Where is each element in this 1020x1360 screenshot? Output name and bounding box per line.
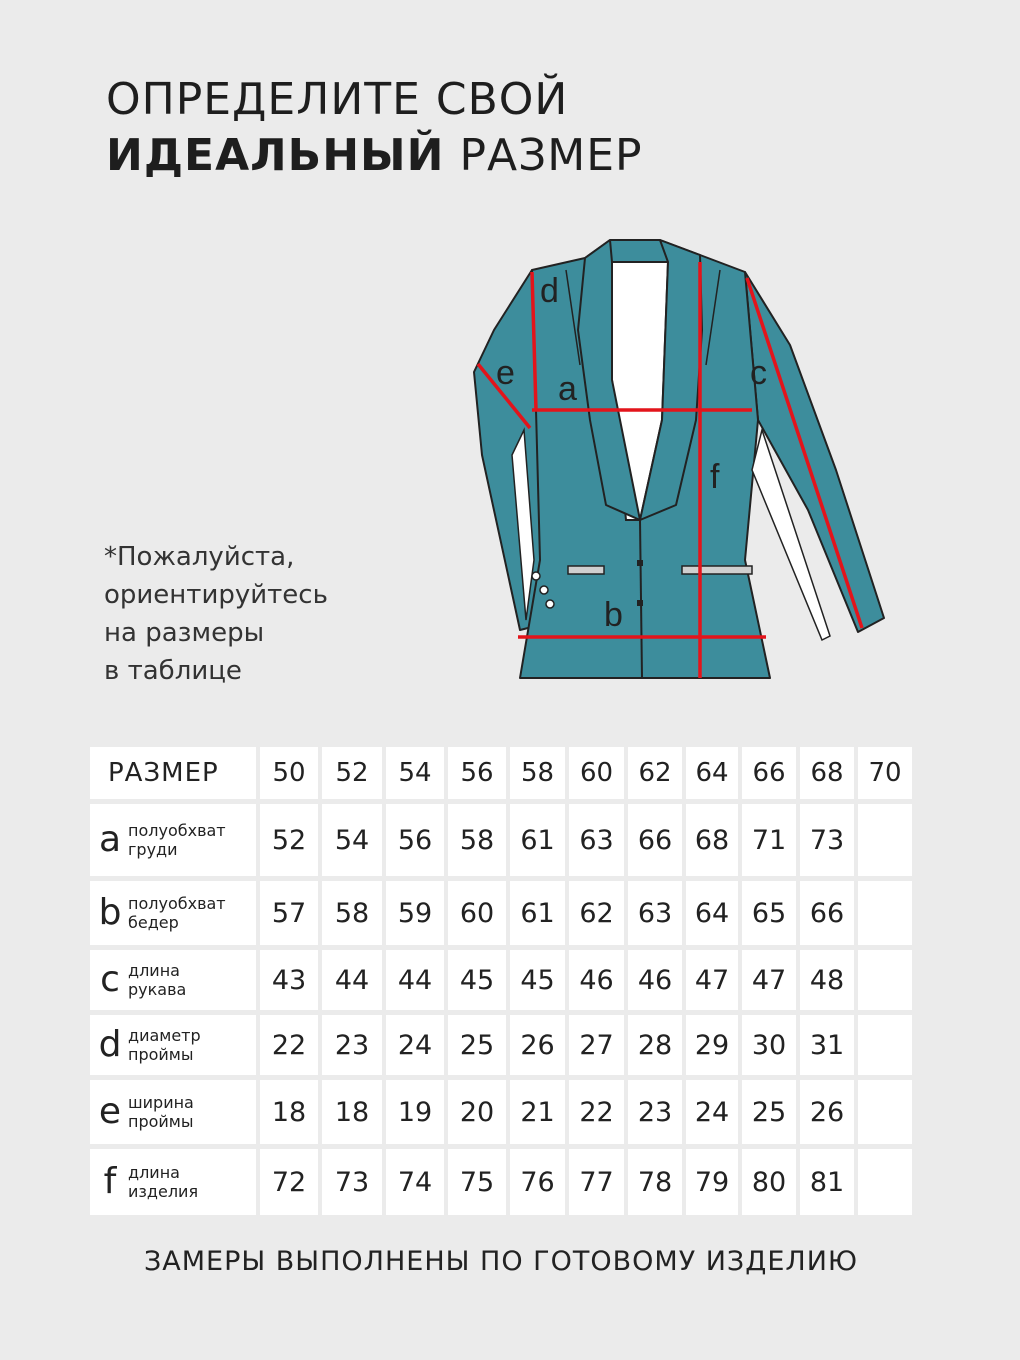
measurement-value: 44 <box>322 950 382 1010</box>
measurement-value: 58 <box>322 881 382 945</box>
measurement-value: 44 <box>386 950 444 1010</box>
measurement-value: 30 <box>742 1015 796 1075</box>
measurement-name <box>128 1093 194 1131</box>
measurement-value: 28 <box>628 1015 682 1075</box>
measurement-name-line-2: бедер <box>128 913 179 932</box>
measurement-letter: f <box>103 1161 117 1202</box>
title-line-2 <box>106 128 643 184</box>
measurement-value: 25 <box>742 1080 796 1144</box>
measurement-value: 61 <box>510 881 565 945</box>
measurement-value: 31 <box>800 1015 854 1075</box>
size-header-cell: 64 <box>686 747 738 799</box>
measurement-value: 71 <box>742 804 796 876</box>
measurement-value: 24 <box>686 1080 738 1144</box>
measurement-letter: d <box>98 1024 122 1065</box>
measurement-label <box>90 1015 256 1075</box>
measurement-value: 18 <box>322 1080 382 1144</box>
measurement-value: 64 <box>686 881 738 945</box>
size-header-cell: 56 <box>448 747 506 799</box>
measurement-value: 60 <box>448 881 506 945</box>
measurement-value: 45 <box>448 950 506 1010</box>
measurement-value: 47 <box>742 950 796 1010</box>
measurement-value: 58 <box>448 804 506 876</box>
measurement-value <box>858 1149 912 1215</box>
measurement-value: 65 <box>742 881 796 945</box>
measurement-name-line-2: проймы <box>128 1112 194 1131</box>
diagram-label-c: c <box>750 354 767 392</box>
size-header-cell: 68 <box>800 747 854 799</box>
measurement-value: 77 <box>569 1149 624 1215</box>
diagram-label-d: d <box>540 272 559 310</box>
measurement-name-line-2: изделия <box>128 1182 199 1201</box>
measurement-value: 45 <box>510 950 565 1010</box>
measurement-value: 80 <box>742 1149 796 1215</box>
footer-note: ЗАМЕРЫ ВЫПОЛНЕНЫ ПО ГОТОВОМУ ИЗДЕЛИЮ <box>143 1246 859 1277</box>
measurement-label <box>90 1080 256 1144</box>
measurement-value: 66 <box>800 881 854 945</box>
measurement-letter: b <box>98 892 122 933</box>
measurement-name <box>128 961 186 999</box>
measurement-value: 81 <box>800 1149 854 1215</box>
size-note <box>104 538 328 690</box>
measurement-row <box>90 804 912 876</box>
measurement-value: 75 <box>448 1149 506 1215</box>
sleeve-button-2 <box>540 586 548 594</box>
diagram-label-f: f <box>710 458 720 496</box>
size-header-cell: 52 <box>322 747 382 799</box>
measurement-row <box>90 881 912 945</box>
diagram-label-b: b <box>604 596 623 634</box>
measurement-value <box>858 1080 912 1144</box>
measurement-label <box>90 950 256 1010</box>
size-header-row <box>90 747 912 799</box>
jacket-measurement-diagram <box>466 232 896 682</box>
measurement-label-wrap <box>96 1093 256 1131</box>
right-pocket <box>682 566 752 574</box>
size-header-cell: 58 <box>510 747 565 799</box>
measurement-name-line-2: проймы <box>128 1045 194 1064</box>
size-header-cell: 60 <box>569 747 624 799</box>
measurement-label <box>90 1149 256 1215</box>
measurement-name-line-1: ширина <box>128 1093 194 1112</box>
measurement-value: 46 <box>569 950 624 1010</box>
size-header-cell: 54 <box>386 747 444 799</box>
measurement-value: 27 <box>569 1015 624 1075</box>
measurement-name <box>128 1163 198 1201</box>
measurement-value: 21 <box>510 1080 565 1144</box>
measurement-value: 26 <box>800 1080 854 1144</box>
measurement-value: 26 <box>510 1015 565 1075</box>
measurement-value: 22 <box>569 1080 624 1144</box>
measurement-value: 52 <box>260 804 318 876</box>
measurement-name <box>128 1026 201 1064</box>
title-bold-word: ИДЕАЛЬНЫЙ <box>106 130 445 181</box>
measurement-label-wrap <box>96 1163 256 1201</box>
measurement-label <box>90 881 256 945</box>
measurement-value: 79 <box>686 1149 738 1215</box>
measurement-value <box>858 881 912 945</box>
measurement-value: 73 <box>322 1149 382 1215</box>
measurement-value: 47 <box>686 950 738 1010</box>
measurement-value: 20 <box>448 1080 506 1144</box>
sleeve-button-3 <box>546 600 554 608</box>
measurement-value: 63 <box>628 881 682 945</box>
sleeve-button-1 <box>532 572 540 580</box>
measurement-value: 29 <box>686 1015 738 1075</box>
measurement-label-wrap <box>96 821 256 859</box>
measurement-letter: c <box>100 959 120 1000</box>
measurement-label <box>90 804 256 876</box>
measurement-row <box>90 950 912 1010</box>
title-rest: РАЗМЕР <box>444 130 643 181</box>
measurement-value: 78 <box>628 1149 682 1215</box>
measurement-value <box>858 950 912 1010</box>
measurement-value: 23 <box>628 1080 682 1144</box>
measurement-name-line-2: груди <box>128 840 178 859</box>
measurement-row <box>90 1015 912 1075</box>
measurement-value: 48 <box>800 950 854 1010</box>
measurement-value: 66 <box>628 804 682 876</box>
measurement-name-line-1: длина <box>128 961 180 980</box>
front-button-1 <box>637 560 643 566</box>
measurement-name <box>128 821 226 859</box>
measurement-value: 19 <box>386 1080 444 1144</box>
measurement-value: 43 <box>260 950 318 1010</box>
measurement-value: 76 <box>510 1149 565 1215</box>
measurement-value <box>858 1015 912 1075</box>
measurement-letter: a <box>98 819 122 860</box>
measurement-value: 46 <box>628 950 682 1010</box>
measurement-name <box>128 894 226 932</box>
measurement-value: 23 <box>322 1015 382 1075</box>
measurement-value: 61 <box>510 804 565 876</box>
measurement-value: 22 <box>260 1015 318 1075</box>
measurement-value: 62 <box>569 881 624 945</box>
measurement-value: 72 <box>260 1149 318 1215</box>
measurement-name-line-2: рукава <box>128 980 187 999</box>
note-line-1: *Пожалуйста, <box>104 542 295 572</box>
left-pocket <box>568 566 604 574</box>
size-header-cell: 50 <box>260 747 318 799</box>
measurement-value: 59 <box>386 881 444 945</box>
measurement-letter: e <box>98 1091 122 1132</box>
size-header-cell: 66 <box>742 747 796 799</box>
diagram-label-e: e <box>496 354 515 392</box>
measurement-value: 63 <box>569 804 624 876</box>
size-header-cell: 70 <box>858 747 912 799</box>
measurement-value <box>858 804 912 876</box>
front-button-2 <box>637 600 643 606</box>
size-table <box>86 742 916 1220</box>
measurement-label-wrap <box>96 961 256 999</box>
size-header-label: РАЗМЕР <box>90 747 256 799</box>
measurement-value: 56 <box>386 804 444 876</box>
note-line-3: на размеры <box>104 618 265 648</box>
measurement-value: 25 <box>448 1015 506 1075</box>
page-title <box>106 72 643 184</box>
measurement-label-wrap <box>96 1026 256 1064</box>
note-line-4: в таблице <box>104 656 242 686</box>
note-line-2: ориентируйтесь <box>104 580 328 610</box>
measurement-value: 54 <box>322 804 382 876</box>
measurement-name-line-1: полуобхват <box>128 894 226 913</box>
measurement-name-line-1: длина <box>128 1163 180 1182</box>
title-line-1: ОПРЕДЕЛИТЕ СВОЙ <box>106 74 569 125</box>
diagram-label-a: a <box>558 370 577 408</box>
measurement-name-line-1: диаметр <box>128 1026 201 1045</box>
measurement-value: 18 <box>260 1080 318 1144</box>
measurement-name-line-1: полуобхват <box>128 821 226 840</box>
measurement-row <box>90 1080 912 1144</box>
measurement-value: 68 <box>686 804 738 876</box>
measurement-value: 73 <box>800 804 854 876</box>
measurement-value: 74 <box>386 1149 444 1215</box>
measurement-value: 24 <box>386 1015 444 1075</box>
size-header-cell: 62 <box>628 747 682 799</box>
measurement-value: 57 <box>260 881 318 945</box>
measurement-label-wrap <box>96 894 256 932</box>
measurement-row <box>90 1149 912 1215</box>
